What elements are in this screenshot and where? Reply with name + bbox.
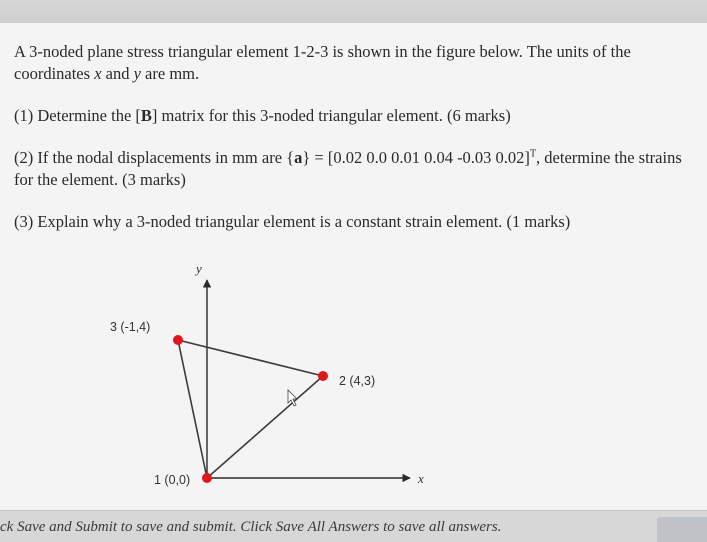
intro-y-symbol: y [133,64,141,83]
x-axis-label: x [418,471,424,486]
q2-a-vector-symbol: a [294,148,303,167]
y-axis-label: y [196,261,202,276]
q1-b-matrix-symbol: B [140,106,152,125]
node-1-label: 1 (0,0) [154,473,191,487]
node-3-label: 3 (-1,4) [110,320,151,334]
mouse-cursor-icon [288,390,297,406]
q1-text-start: (1) Determine the [ [14,106,141,125]
intro-text: A 3-noded plane stress triangular element 1-2-3 is shown in the figure below. The units of the coordinates [14,42,631,83]
q2-displacement-vector: } = [0.02 0.0 0.01 0.04 -0.03 0.02] [302,148,530,167]
save-all-button[interactable] [657,517,707,542]
q1-text-end: ] matrix for this 3-noded triangular element. (6 marks) [151,106,511,125]
q2-transpose-sup: T [529,148,537,160]
edge-3-1 [178,340,207,478]
intro-units: are mm. [140,64,200,83]
intro-x-symbol: x [94,64,102,83]
footer-bar [0,510,707,542]
node-3-dot [173,335,183,345]
q3-text: (3) Explain why a 3-noded triangular element is a constant strain element. (1 marks) [14,212,571,231]
edge-2-3 [178,340,323,376]
node-2-dot [318,371,328,381]
edge-1-2 [207,376,323,478]
q2-text-start: (2) If the nodal displacements in mm are { [14,148,295,167]
node-2-label: 2 (4,3) [339,374,376,388]
node-1-dot [202,473,212,483]
intro-and: and [101,64,134,83]
footer-instructions: ck Save and Submit to save and submit. Click Save All Answers to save all answers. [0,519,502,535]
q2-text-end: , determine the strains for the element. (3 marks) [14,148,682,189]
